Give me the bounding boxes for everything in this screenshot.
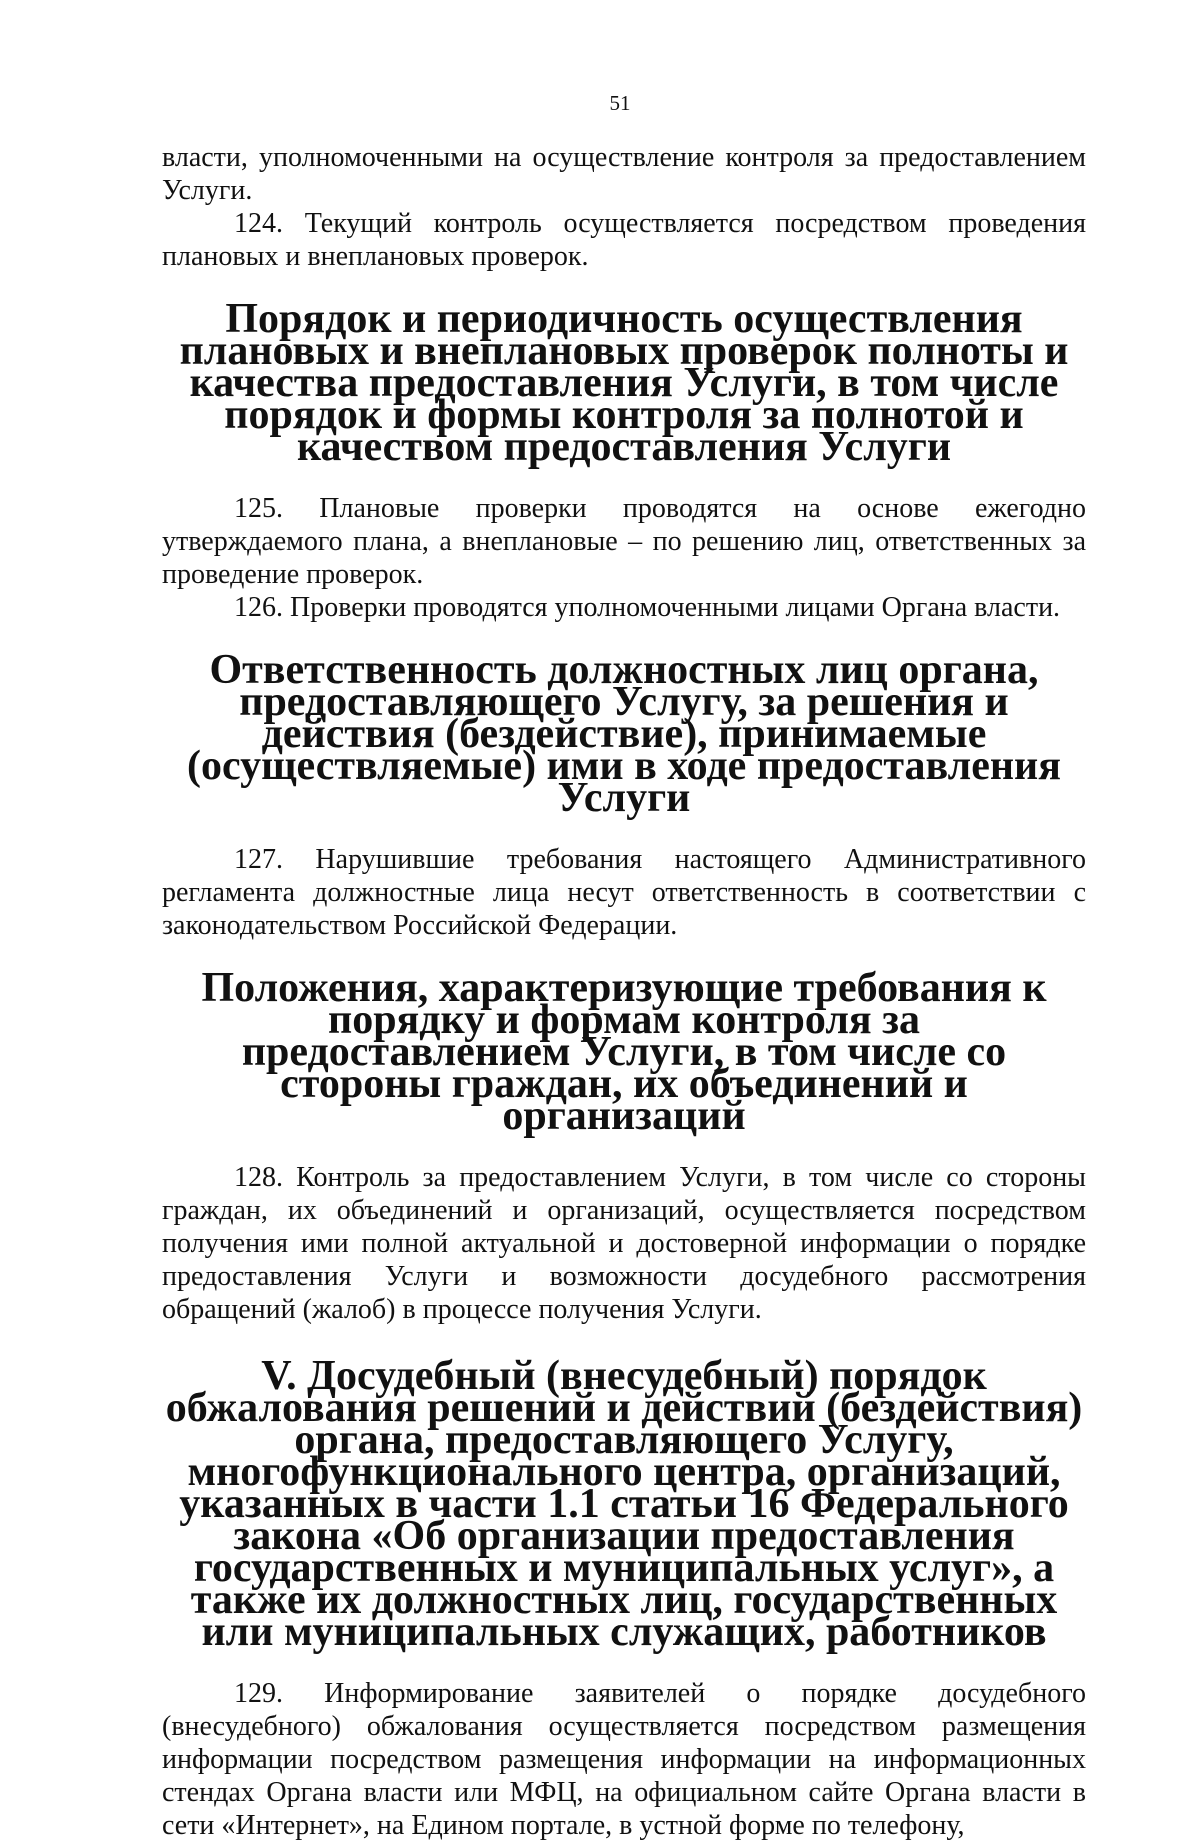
paragraph-126: 126. Проверки проводятся уполномоченными лицами Органа власти.	[234, 592, 1061, 623]
page-number: 51	[609, 91, 631, 115]
paragraph-124: 124. Текущий контроль осуществляется посредством проведения плановых и внеплановых проверок.	[162, 208, 1086, 272]
heading-responsibility: Ответственность должностных лиц органа, предоставляющего Услугу, за решения и действия (бездействие), принимаемые (осуществляемые) ими в ходе предоставления Услуги	[187, 647, 1061, 821]
paragraph-129: 129. Информирование заявителей о порядке досудебного (внесудебного) обжалования осуществляется посредством размещения информации посредством размещения информации на информационных стендах Органа власти или МФЦ, на официальном сайте Органа власти в сети «Интернет», на Едином портале, в устной форме по телефону,	[162, 1678, 1086, 1841]
heading-inspections: Порядок и периодичность осуществления плановых и внеплановых проверок полноты и качества предоставления Услуги, в том числе порядок и формы контроля за полнотой и качеством предоставления Услуги	[179, 296, 1069, 470]
paragraph-continuation: власти, уполномоченными на осуществление контроля за предоставлением Услуги.	[162, 142, 1086, 206]
paragraph-127: 127. Нарушившие требования настоящего Административного регламента должностные лица несут ответственность в соответствии с законодательством Российской Федерации.	[162, 844, 1086, 941]
document-body	[162, 141, 1086, 1842]
heading-control-provisions: Положения, характеризующие требования к порядку и формам контроля за предоставлением Услуги, в том числе со стороны граждан, их объединений и организаций	[201, 965, 1047, 1139]
paragraph-128: 128. Контроль за предоставлением Услуги, в том числе со стороны граждан, их объединений и организаций, осуществляется посредством получения ими полной актуальной и достоверной информации о порядке предоставления Услуги и возможности досудебного рассмотрения обращений (жалоб) в процессе получения Услуги.	[162, 1162, 1086, 1325]
paragraph-125: 125. Плановые проверки проводятся на основе ежегодно утверждаемого плана, а внеплановые – по решению лиц, ответственных за проведение проверок.	[162, 493, 1086, 590]
heading-section-v: V. Досудебный (внесудебный) порядок обжалования решений и действий (бездействия) органа, предоставляющего Услугу, многофункционального центра, организаций, указанных в части 1.1 статьи 16 Федерального закона «Об организации предоставления государственных и муниципальных услуг», а также их должностных лиц, государственных или муниципальных служащих, работников	[165, 1353, 1083, 1655]
